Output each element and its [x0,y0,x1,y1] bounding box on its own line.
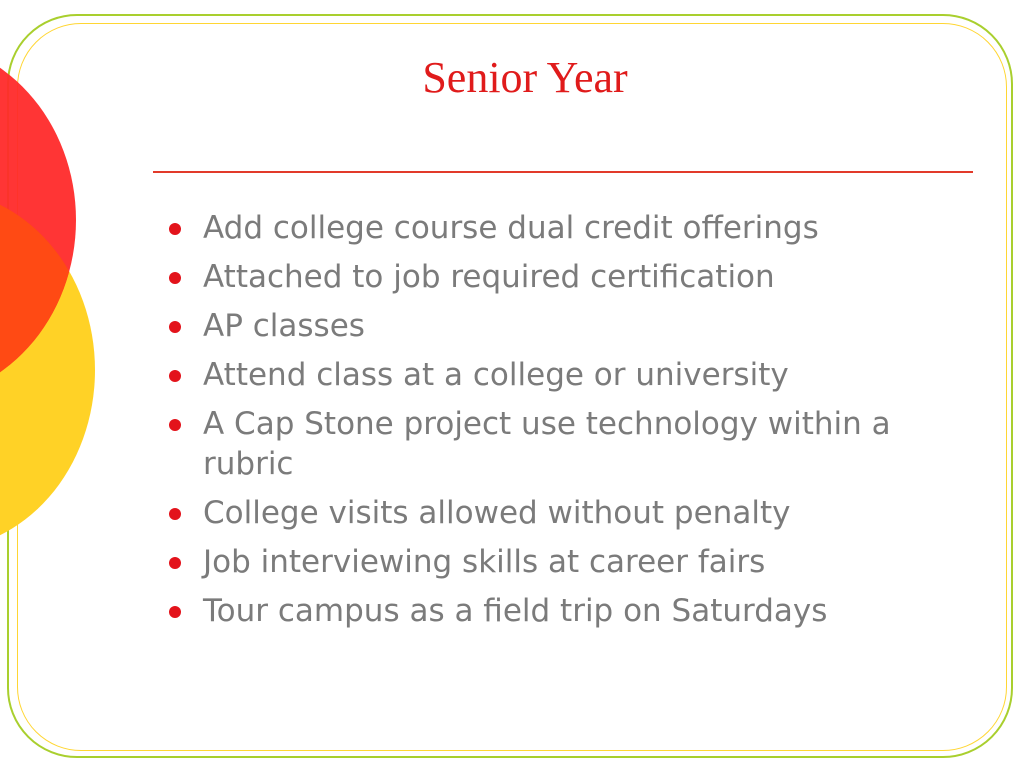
bullet-text: AP classes [203,308,365,344]
list-item [165,355,945,395]
bullet-dot-icon [169,272,181,284]
list-item [165,306,945,346]
list-item [165,404,945,484]
bullet-dot-icon [169,370,181,382]
bullet-dot-icon [169,321,181,333]
bullet-dot-icon [169,419,181,431]
bullet-dot-icon [169,557,181,569]
title-divider [153,171,973,173]
bullet-text: Attend class at a college or university [203,357,789,393]
slide-title: Senior Year [422,53,628,102]
list-item [165,208,945,248]
bullet-dot-icon [169,508,181,520]
bullet-list [165,208,945,640]
list-item [165,542,945,582]
list-item [165,591,945,631]
bullet-text: Attached to job required certification [203,259,775,295]
list-item [165,493,945,533]
bullet-dot-icon [169,606,181,618]
bullet-text: College visits allowed without penalty [203,495,791,531]
bullet-dot-icon [169,223,181,235]
list-item [165,257,945,297]
bullet-text: Add college course dual credit offerings [203,210,819,246]
bullet-text: Tour campus as a field trip on Saturdays [203,593,828,629]
bullet-text: Job interviewing skills at career fairs [203,544,766,580]
bullet-text: A Cap Stone project use technology within a rubric [203,406,891,482]
